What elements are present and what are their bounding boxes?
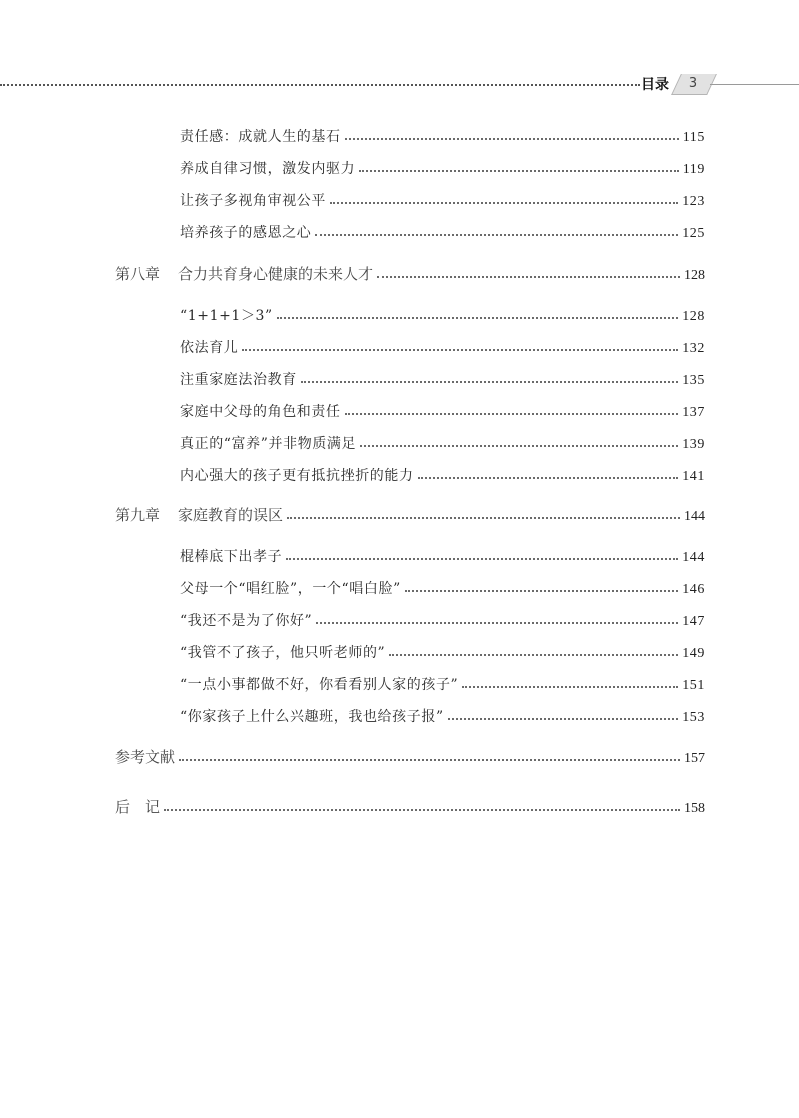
toc-entry[interactable]: [180, 216, 705, 242]
leader-dots: [315, 234, 678, 236]
toc-entry[interactable]: [180, 668, 705, 694]
toc-entry[interactable]: [180, 700, 705, 726]
running-header: [0, 70, 799, 100]
toc-entry-title: 培养孩子的感恩之心: [180, 225, 312, 241]
toc-entry[interactable]: [180, 636, 705, 662]
toc-chapter-8[interactable]: [115, 258, 705, 284]
references-title: 参考文献: [115, 748, 176, 766]
toc-entry-page: 141: [682, 469, 705, 484]
toc-afterword[interactable]: [115, 791, 705, 817]
leader-dots: [345, 138, 679, 140]
toc-entry-page: 149: [682, 646, 705, 661]
toc-entry-page: 128: [682, 309, 705, 324]
toc-entry-page: 115: [682, 130, 705, 145]
toc-entry-page: 135: [682, 373, 705, 388]
toc-entry-page: 123: [682, 194, 705, 209]
afterword-page: 158: [684, 801, 705, 816]
toc-entry[interactable]: [180, 459, 705, 485]
toc-entry-title: 内心强大的孩子更有抵抗挫折的能力: [180, 468, 414, 484]
leader-dots: [448, 718, 678, 720]
toc-entry-page: 153: [682, 710, 705, 725]
toc-entry[interactable]: [180, 331, 705, 357]
toc-entry-page: 151: [682, 678, 705, 693]
toc-entry-title: 责任感：成就人生的基石: [180, 129, 341, 145]
toc-entry[interactable]: [180, 152, 705, 178]
leader-dots: [287, 517, 680, 519]
toc-entry-title: 养成自律习惯，激发内驱力: [180, 161, 356, 177]
leader-dots: [286, 558, 678, 560]
toc-entry-page: 125: [682, 226, 705, 241]
leader-dots: [359, 170, 679, 172]
leader-dots: [330, 202, 678, 204]
toc-entry-title: “我还不是为了你好”: [180, 613, 313, 629]
toc-entry-title: “我管不了孩子，他只听老师的”: [180, 645, 386, 661]
toc-entry-title: “1+1+1＞3”: [180, 308, 273, 324]
toc-entry-title: 父母一个“唱红脸”，一个“唱白脸”: [180, 581, 401, 597]
chapter-page: 128: [684, 268, 705, 283]
toc-entry[interactable]: [180, 572, 705, 598]
leader-dots: [360, 445, 678, 447]
chapter-page: 144: [684, 509, 705, 524]
toc-entry-title: 家庭中父母的角色和责任: [180, 404, 341, 420]
toc-entry[interactable]: [180, 604, 705, 630]
toc-entry-title: 让孩子多视角审视公平: [180, 193, 326, 209]
toc-entry[interactable]: [180, 299, 705, 325]
leader-dots: [316, 622, 678, 624]
toc-entry-title: 棍棒底下出孝子: [180, 549, 283, 565]
toc-entry-page: 132: [682, 341, 705, 356]
header-dotted-rule: [0, 84, 640, 86]
leader-dots: [242, 349, 678, 351]
toc-entry-page: 144: [682, 550, 705, 565]
header-solid-rule: [710, 84, 799, 85]
toc-entry-page: 146: [682, 582, 705, 597]
toc-entry-title: 真正的“富养”并非物质满足: [180, 436, 357, 452]
toc-entry-page: 139: [682, 437, 705, 452]
leader-dots: [377, 276, 680, 278]
leader-dots: [179, 759, 680, 761]
leader-dots: [301, 381, 678, 383]
references-page: 157: [684, 751, 705, 766]
toc-entry-page: 137: [682, 405, 705, 420]
chapter-title: 家庭教育的误区: [178, 506, 284, 524]
leader-dots: [277, 317, 678, 319]
toc-entry-title: 依法育儿: [180, 340, 239, 356]
toc-references[interactable]: [115, 741, 705, 767]
toc-entry-page: 119: [682, 162, 705, 177]
toc-entry-title: “你家孩子上什么兴趣班，我也给孩子报”: [180, 709, 444, 725]
toc-entry-page: 147: [682, 614, 705, 629]
toc-entry[interactable]: [180, 427, 705, 453]
afterword-title: 后 记: [115, 798, 161, 816]
header-title: 目录: [641, 77, 669, 93]
chapter-number: 第九章: [115, 506, 161, 524]
chapter-title: 合力共育身心健康的未来人才: [178, 265, 374, 283]
toc-entry-title: “一点小事都做不好，你看看别人家的孩子”: [180, 677, 459, 693]
leader-dots: [462, 686, 678, 688]
toc-entry[interactable]: [180, 395, 705, 421]
leader-dots: [418, 477, 679, 479]
toc-entry[interactable]: [180, 120, 705, 146]
header-page-number: 3: [688, 76, 698, 91]
leader-dots: [405, 590, 678, 592]
toc-entry[interactable]: [180, 363, 705, 389]
toc-entry[interactable]: [180, 184, 705, 210]
toc-entry[interactable]: [180, 540, 705, 566]
toc-entry-title: 注重家庭法治教育: [180, 372, 297, 388]
toc-chapter-9[interactable]: [115, 499, 705, 525]
leader-dots: [389, 654, 678, 656]
leader-dots: [164, 809, 680, 811]
chapter-number: 第八章: [115, 265, 161, 283]
leader-dots: [345, 413, 679, 415]
